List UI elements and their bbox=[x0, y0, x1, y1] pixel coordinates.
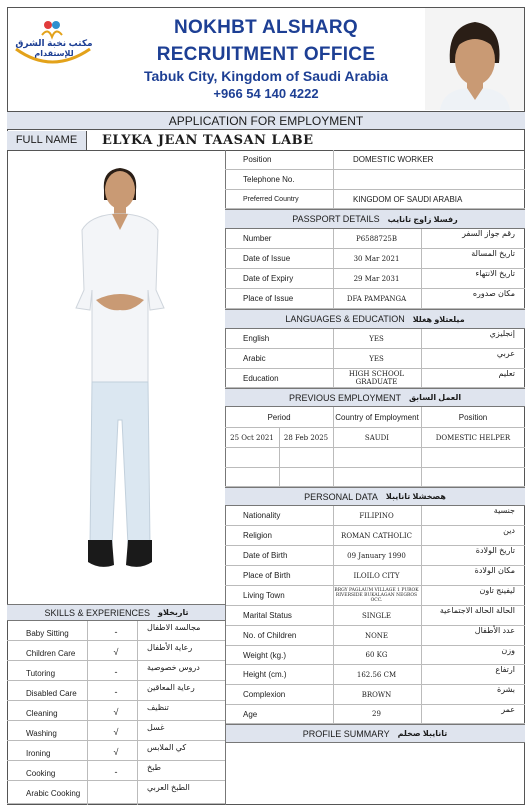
skill-label: Cleaning bbox=[26, 709, 58, 718]
employment-country: SAUDI bbox=[364, 434, 390, 442]
personal-value: 60 KG bbox=[365, 651, 388, 659]
passport-row bbox=[225, 249, 525, 269]
personal-row bbox=[225, 566, 525, 586]
position-label: Position bbox=[243, 155, 272, 164]
preferred-country-label: Preferred Country bbox=[243, 195, 299, 203]
profile-summary-header bbox=[225, 724, 525, 743]
personal-label: No. of Children bbox=[243, 631, 297, 640]
full-name-value: ELYKA JEAN TAASAN LABE bbox=[102, 133, 314, 148]
expiry-date-label: Date of Expiry bbox=[243, 274, 294, 283]
personal-row bbox=[225, 546, 525, 566]
personal-ar: عمر bbox=[501, 704, 515, 714]
passport-row bbox=[225, 229, 525, 249]
employment-from: 25 Oct 2021 bbox=[230, 434, 274, 442]
skill-mark: √ bbox=[113, 747, 119, 757]
skills-title-ar: تاربخلاو bbox=[158, 608, 189, 617]
personal-row bbox=[225, 586, 525, 606]
language-row bbox=[225, 369, 525, 388]
personal-label: Weight (kg.) bbox=[243, 650, 286, 660]
personal-ar: مكان الولادة bbox=[474, 566, 515, 576]
issue-place-ar: مكان صدوره bbox=[472, 289, 515, 299]
employment-row-empty bbox=[225, 448, 525, 468]
skill-mark: - bbox=[114, 767, 118, 777]
employment-title-ar: العمل السابق bbox=[408, 393, 462, 402]
applicant-full-body-photo bbox=[60, 160, 180, 580]
skill-label: Ironing bbox=[26, 749, 51, 758]
skill-ar: الطبخ العربي bbox=[147, 783, 190, 792]
skill-mark: - bbox=[114, 667, 118, 677]
issue-place-value: DFA PAMPANGA bbox=[346, 294, 407, 303]
languages-title: LANGUAGES & EDUCATION bbox=[285, 314, 405, 324]
skill-ar: رعاية الأطفال bbox=[147, 643, 193, 652]
personal-value: 29 bbox=[372, 710, 381, 718]
personal-value: SINGLE bbox=[361, 611, 392, 620]
personal-ar: دين bbox=[503, 526, 515, 536]
skill-label: Washing bbox=[26, 729, 57, 738]
skill-row bbox=[7, 701, 226, 721]
education-label: Education bbox=[243, 373, 279, 383]
country-header: Country of Employment bbox=[335, 413, 419, 422]
personal-value: 09 January 1990 bbox=[347, 551, 406, 560]
skill-mark: - bbox=[114, 627, 118, 637]
personal-row bbox=[225, 705, 525, 724]
personal-label: Age bbox=[243, 709, 258, 719]
personal-label: Nationality bbox=[243, 511, 281, 520]
personal-label: Date of Birth bbox=[243, 551, 288, 560]
personal-ar: بشرة bbox=[497, 685, 515, 695]
personal-label: Religion bbox=[243, 531, 272, 540]
personal-row bbox=[225, 665, 525, 685]
personal-row bbox=[225, 606, 525, 626]
skill-ar: رعاية المعاقين bbox=[147, 683, 195, 692]
position-header: Position bbox=[458, 413, 488, 422]
personal-row bbox=[225, 526, 525, 546]
skill-label: Cooking bbox=[26, 769, 56, 778]
skill-mark: √ bbox=[113, 727, 119, 737]
personal-ar: عدد الأطفال bbox=[474, 626, 515, 636]
skill-mark: √ bbox=[113, 707, 119, 717]
skill-label: Baby Sitting bbox=[26, 629, 69, 638]
arabic-label: Arabic bbox=[243, 354, 266, 363]
skill-row bbox=[7, 781, 226, 804]
preferred-country-row bbox=[225, 190, 525, 209]
passport-row bbox=[225, 269, 525, 289]
skill-label: Disabled Care bbox=[26, 689, 77, 698]
skill-mark: √ bbox=[113, 647, 119, 657]
personal-label: Living Town bbox=[243, 591, 285, 600]
passport-title: PASSPORT DETAILS bbox=[292, 214, 380, 224]
language-row bbox=[225, 329, 525, 349]
personal-row bbox=[225, 626, 525, 646]
personal-value: ROMAN CATHOLIC bbox=[341, 531, 412, 540]
personal-label: Height (cm.) bbox=[243, 670, 287, 679]
employment-to: 28 Feb 2025 bbox=[283, 434, 329, 442]
personal-ar: تاريخ الولادة bbox=[475, 546, 515, 556]
skills-section-header bbox=[7, 604, 226, 621]
position-row bbox=[225, 150, 525, 170]
employment-section-header bbox=[225, 388, 525, 407]
personal-value: FILIPINO bbox=[359, 511, 394, 520]
personal-row bbox=[225, 685, 525, 705]
skill-label: Children Care bbox=[26, 649, 76, 658]
company-name: NOKHBT ALSHARQ bbox=[174, 17, 358, 38]
skills-title: SKILLS & EXPERIENCES bbox=[44, 607, 151, 618]
personal-ar: وزن bbox=[501, 645, 515, 655]
employment-title: PREVIOUS EMPLOYMENT bbox=[288, 392, 401, 403]
personal-ar: ارتفاع bbox=[495, 665, 515, 675]
logo-arabic-subtitle: للإستقدام bbox=[34, 49, 74, 58]
personal-value: NONE bbox=[364, 631, 389, 640]
languages-title-ar: ميلعتلاو هغللا bbox=[412, 314, 465, 324]
personal-label: Complexion bbox=[243, 690, 286, 699]
skill-row bbox=[7, 721, 226, 741]
personal-ar: ليفينج تاون bbox=[479, 586, 515, 596]
passport-number-ar: رقم جواز السفر bbox=[462, 229, 515, 239]
passport-number-label: Number bbox=[243, 234, 272, 243]
company-city: Tabuk City, Kingdom of Saudi Arabia bbox=[144, 68, 388, 84]
arabic-ar: عربي bbox=[496, 349, 515, 359]
personal-ar: الحالة الحالة الاجتماعية bbox=[439, 606, 515, 616]
personal-title-ar: هصخشلا تانايبلا bbox=[385, 492, 446, 501]
company-subtitle: RECRUITMENT OFFICE bbox=[156, 44, 376, 65]
skill-label: Tutoring bbox=[26, 669, 56, 678]
application-title-bar: APPLICATION FOR EMPLOYMENT bbox=[7, 111, 525, 130]
skill-ar: كي الملابس bbox=[147, 743, 187, 752]
issue-date-label: Date of Issue bbox=[243, 254, 291, 263]
personal-value: ILOILO CITY bbox=[353, 571, 400, 580]
skill-ar: مجالسة الاطفال bbox=[147, 623, 201, 632]
employment-position: DOMESTIC HELPER bbox=[435, 434, 511, 442]
issue-place-label: Place of Issue bbox=[243, 294, 294, 303]
personal-row bbox=[225, 506, 525, 526]
position-value: DOMESTIC WORKER bbox=[353, 155, 434, 164]
telephone-row bbox=[225, 170, 525, 190]
languages-section-header bbox=[225, 309, 525, 329]
personal-value: BROWN bbox=[361, 690, 392, 699]
employment-row-empty bbox=[225, 468, 525, 487]
issue-date-value: 30 Mar 2021 bbox=[353, 254, 400, 263]
personal-value: 162.56 CM bbox=[356, 670, 397, 679]
period-header: Period bbox=[267, 413, 291, 422]
skill-row bbox=[7, 641, 226, 661]
passport-section-header bbox=[225, 209, 525, 229]
skill-ar: طبخ bbox=[147, 763, 161, 772]
personal-title: PERSONAL DATA bbox=[304, 491, 378, 502]
education-ar: تعليم bbox=[498, 368, 515, 378]
applicant-headshot bbox=[425, 8, 524, 110]
skill-row bbox=[7, 761, 226, 781]
issue-date-ar: تاريخ المسالة bbox=[471, 249, 515, 259]
profile-summary-title: PROFILE SUMMARY bbox=[302, 728, 390, 739]
personal-label: Marital Status bbox=[243, 611, 292, 620]
passport-row bbox=[225, 289, 525, 309]
english-label: English bbox=[243, 334, 270, 343]
skill-ar: دروس خصوصية bbox=[147, 663, 200, 672]
passport-number-value: P6588725B bbox=[355, 234, 398, 243]
passport-title-ar: رفسلا زاوج تانايب bbox=[387, 214, 458, 224]
skill-row bbox=[7, 741, 226, 761]
skill-ar: تنظيف bbox=[147, 703, 169, 712]
english-ar: إنجليزي bbox=[489, 329, 515, 339]
expiry-date-value: 29 Mar 2031 bbox=[353, 274, 400, 283]
logo-arabic-name: مكتب نخبة الشرق bbox=[15, 38, 93, 48]
company-phone: +966 54 140 4222 bbox=[213, 86, 319, 101]
skill-mark: - bbox=[114, 687, 118, 697]
arabic-value: YES bbox=[369, 354, 384, 363]
personal-label: Place of Birth bbox=[243, 571, 291, 580]
skill-row bbox=[7, 621, 226, 641]
telephone-label: Telephone No. bbox=[243, 175, 295, 184]
education-value: HIGH SCHOOL GRADUATE bbox=[348, 370, 405, 386]
preferred-country-value: KINGDOM OF SAUDI ARABIA bbox=[353, 194, 463, 204]
profile-summary-title-ar: تانايبلا صخلم bbox=[397, 729, 448, 738]
full-name-label: FULL NAME bbox=[7, 131, 87, 150]
skill-ar: غسل bbox=[147, 723, 165, 732]
skill-label: Arabic Cooking bbox=[26, 789, 81, 798]
personal-ar: جنسية bbox=[493, 506, 515, 516]
personal-value: BRGY PAGLAUM VILLAGE 1 PUROK RIVERSIDE BUKALAGAN NEGROS OCC. bbox=[334, 588, 419, 603]
expiry-date-ar: تاريخ الانتهاء bbox=[475, 269, 515, 279]
language-row bbox=[225, 349, 525, 369]
skill-row bbox=[7, 681, 226, 701]
skill-row bbox=[7, 661, 226, 681]
english-value: YES bbox=[369, 334, 384, 343]
